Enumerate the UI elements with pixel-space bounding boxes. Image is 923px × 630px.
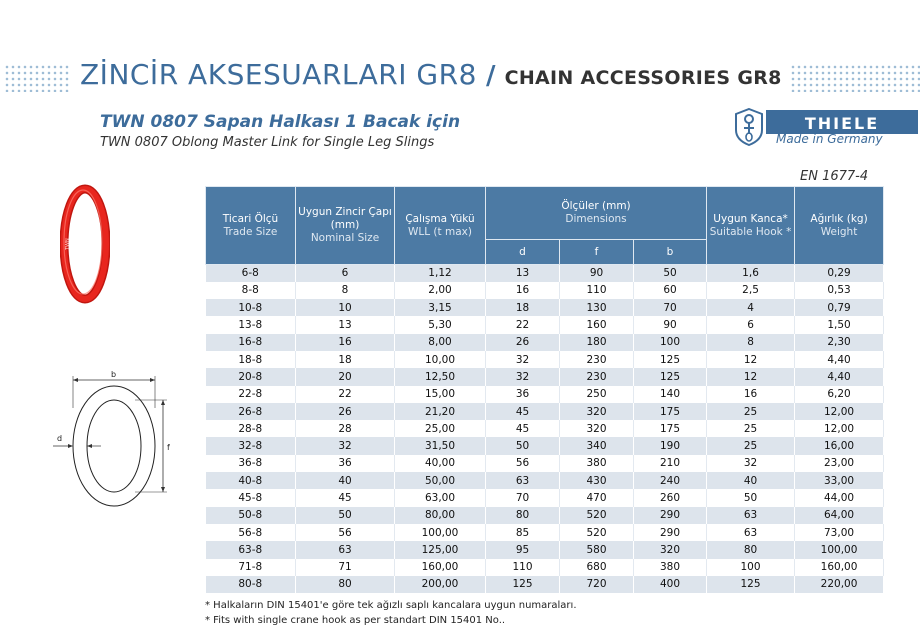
- cell-wll: 21,20: [395, 403, 486, 420]
- cell-trade-size: 20-8: [206, 368, 296, 385]
- cell-d: 32: [486, 368, 560, 385]
- table-row: [206, 316, 884, 333]
- cell-trade-size: 16-8: [206, 334, 296, 351]
- table-row: [206, 334, 884, 351]
- cell-f: 180: [560, 334, 634, 351]
- standard-label: EN 1677-4: [800, 169, 869, 184]
- cell-wll: 5,30: [395, 316, 486, 333]
- cell-d: 95: [486, 541, 560, 558]
- cell-b: 50: [634, 265, 707, 282]
- cell-d: 50: [486, 437, 560, 454]
- cell-nominal-size: 22: [296, 386, 395, 403]
- cell-wll: 12,50: [395, 368, 486, 385]
- cell-nominal-size: 56: [296, 524, 395, 541]
- header-weight-tr: Ağırlık (kg): [810, 212, 868, 225]
- cell-f: 320: [560, 420, 634, 437]
- cell-trade-size: 13-8: [206, 316, 296, 333]
- cell-wll: 3,15: [395, 299, 486, 316]
- dimension-diagram: [45, 368, 190, 508]
- cell-weight: 12,00: [795, 420, 884, 437]
- cell-f: 340: [560, 437, 634, 454]
- header-nominal-size-tr: Uygun Zincir Çapı (mm): [298, 206, 392, 231]
- cell-d: 45: [486, 403, 560, 420]
- table-row: [206, 368, 884, 385]
- cell-d: 36: [486, 386, 560, 403]
- cell-trade-size: 71-8: [206, 559, 296, 576]
- cell-nominal-size: 45: [296, 489, 395, 506]
- cell-f: 720: [560, 576, 634, 593]
- cell-wll: 125,00: [395, 541, 486, 558]
- table-row: [206, 524, 884, 541]
- cell-hook: 125: [707, 576, 795, 593]
- cell-f: 580: [560, 541, 634, 558]
- table-row: [206, 507, 884, 524]
- cell-hook: 63: [707, 507, 795, 524]
- header-nominal-size-en: Nominal Size: [310, 232, 380, 244]
- cell-f: 90: [560, 265, 634, 282]
- header-weight-en: Weight: [820, 225, 858, 238]
- cell-d: 85: [486, 524, 560, 541]
- cell-nominal-size: 71: [296, 559, 395, 576]
- cell-wll: 200,00: [395, 576, 486, 593]
- table-row: [206, 541, 884, 558]
- cell-wll: 160,00: [395, 559, 486, 576]
- cell-hook: 25: [707, 420, 795, 437]
- specification-table: [205, 186, 884, 593]
- footnote-tr: * Halkaların DIN 15401'e göre tek ağızlı saplı kancalara uygun numaraları.: [205, 600, 577, 611]
- cell-trade-size: 18-8: [206, 351, 296, 368]
- cell-f: 130: [560, 299, 634, 316]
- cell-b: 400: [634, 576, 707, 593]
- cell-weight: 1,50: [795, 316, 884, 333]
- table-row: [206, 403, 884, 420]
- dim-d-arrow-left: [68, 444, 73, 448]
- cell-d: 110: [486, 559, 560, 576]
- header-trade-size-en: Trade Size: [223, 225, 278, 238]
- cell-hook: 63: [707, 524, 795, 541]
- cell-wll: 8,00: [395, 334, 486, 351]
- table-row: [206, 437, 884, 454]
- dim-f-arrow-top: [161, 400, 165, 405]
- cell-f: 110: [560, 282, 634, 299]
- cell-weight: 0,79: [795, 299, 884, 316]
- header-nominal-size: [296, 187, 395, 265]
- cell-b: 90: [634, 316, 707, 333]
- cell-trade-size: 26-8: [206, 403, 296, 420]
- cell-wll: 50,00: [395, 472, 486, 489]
- table-row: [206, 265, 884, 282]
- cell-weight: 12,00: [795, 403, 884, 420]
- cell-weight: 4,40: [795, 368, 884, 385]
- dim-f-label: f: [167, 443, 170, 452]
- cell-hook: 16: [707, 386, 795, 403]
- cell-wll: 15,00: [395, 386, 486, 403]
- cell-nominal-size: 26: [296, 403, 395, 420]
- brand-tagline: Made in Germany: [776, 132, 883, 146]
- cell-hook: 2,5: [707, 282, 795, 299]
- header-trade-size-tr: Ticari Ölçü: [222, 212, 279, 225]
- cell-b: 240: [634, 472, 707, 489]
- cell-nominal-size: 28: [296, 420, 395, 437]
- table-row: [206, 576, 884, 593]
- dim-d-label: d: [57, 434, 63, 443]
- cell-wll: 40,00: [395, 455, 486, 472]
- cell-b: 175: [634, 403, 707, 420]
- cell-nominal-size: 40: [296, 472, 395, 489]
- cell-trade-size: 80-8: [206, 576, 296, 593]
- cell-hook: 25: [707, 403, 795, 420]
- cell-nominal-size: 16: [296, 334, 395, 351]
- cell-b: 140: [634, 386, 707, 403]
- cell-b: 290: [634, 524, 707, 541]
- cell-b: 125: [634, 351, 707, 368]
- cell-weight: 100,00: [795, 541, 884, 558]
- dim-b-label: b: [111, 370, 117, 379]
- cell-hook: 25: [707, 437, 795, 454]
- cell-d: 18: [486, 299, 560, 316]
- decorative-dots-left: [4, 64, 70, 92]
- cell-trade-size: 50-8: [206, 507, 296, 524]
- cell-trade-size: 22-8: [206, 386, 296, 403]
- cell-weight: 2,30: [795, 334, 884, 351]
- cell-d: 45: [486, 420, 560, 437]
- cell-b: 175: [634, 420, 707, 437]
- cell-hook: 4: [707, 299, 795, 316]
- cell-d: 26: [486, 334, 560, 351]
- header-d: d: [486, 240, 560, 265]
- cell-d: 22: [486, 316, 560, 333]
- cell-b: 100: [634, 334, 707, 351]
- cell-hook: 100: [707, 559, 795, 576]
- cell-nominal-size: 36: [296, 455, 395, 472]
- cell-b: 125: [634, 368, 707, 385]
- cell-weight: 64,00: [795, 507, 884, 524]
- title-separator: /: [485, 61, 496, 91]
- header-dimensions: [486, 187, 707, 240]
- cell-nominal-size: 8: [296, 282, 395, 299]
- cell-hook: 12: [707, 351, 795, 368]
- cell-hook: 1,6: [707, 265, 795, 282]
- cell-weight: 33,00: [795, 472, 884, 489]
- cell-trade-size: 36-8: [206, 455, 296, 472]
- cell-weight: 23,00: [795, 455, 884, 472]
- cell-d: 56: [486, 455, 560, 472]
- cell-nominal-size: 50: [296, 507, 395, 524]
- ring-outer-outline: [73, 386, 155, 506]
- cell-f: 470: [560, 489, 634, 506]
- table-row: [206, 351, 884, 368]
- cell-d: 63: [486, 472, 560, 489]
- cell-f: 520: [560, 524, 634, 541]
- cell-d: 32: [486, 351, 560, 368]
- dim-b-arrow-right: [150, 378, 155, 382]
- cell-d: 16: [486, 282, 560, 299]
- cell-trade-size: 56-8: [206, 524, 296, 541]
- product-title-tr: TWN 0807 Sapan Halkası 1 Bacak için: [100, 112, 461, 132]
- cell-trade-size: 45-8: [206, 489, 296, 506]
- cell-weight: 6,20: [795, 386, 884, 403]
- cell-trade-size: 32-8: [206, 437, 296, 454]
- cell-b: 260: [634, 489, 707, 506]
- cell-d: 125: [486, 576, 560, 593]
- thiele-emblem-icon: [734, 108, 764, 146]
- cell-f: 520: [560, 507, 634, 524]
- page-title-en: CHAIN ACCESSORIES GR8: [504, 67, 782, 89]
- cell-wll: 80,00: [395, 507, 486, 524]
- header-hook-en: Suitable Hook *: [709, 225, 792, 238]
- cell-nominal-size: 13: [296, 316, 395, 333]
- cell-f: 430: [560, 472, 634, 489]
- cell-hook: 50: [707, 489, 795, 506]
- table-row: [206, 489, 884, 506]
- cell-weight: 44,00: [795, 489, 884, 506]
- cell-f: 230: [560, 351, 634, 368]
- table-row: [206, 299, 884, 316]
- header-weight: [795, 187, 884, 265]
- cell-nominal-size: 80: [296, 576, 395, 593]
- cell-trade-size: 40-8: [206, 472, 296, 489]
- header-b: b: [634, 240, 707, 265]
- cell-b: 190: [634, 437, 707, 454]
- cell-wll: 25,00: [395, 420, 486, 437]
- cell-trade-size: 28-8: [206, 420, 296, 437]
- header-dimensions-en: Dimensions: [565, 213, 627, 225]
- table-row: [206, 282, 884, 299]
- dim-b-arrow-left: [73, 378, 78, 382]
- ring-marking: TWN: [65, 238, 71, 250]
- cell-trade-size: 10-8: [206, 299, 296, 316]
- cell-nominal-size: 10: [296, 299, 395, 316]
- header-hook-tr: Uygun Kanca*: [713, 212, 788, 225]
- cell-b: 380: [634, 559, 707, 576]
- cell-trade-size: 6-8: [206, 265, 296, 282]
- cell-wll: 100,00: [395, 524, 486, 541]
- cell-f: 160: [560, 316, 634, 333]
- brand-name: THIELE: [766, 110, 918, 134]
- cell-f: 320: [560, 403, 634, 420]
- cell-weight: 16,00: [795, 437, 884, 454]
- master-link-photo: [60, 184, 110, 304]
- cell-nominal-size: 18: [296, 351, 395, 368]
- header-wll-en: WLL (t max): [408, 225, 472, 238]
- header-wll: [395, 187, 486, 265]
- decorative-dots-right: [790, 64, 920, 92]
- header-f: f: [560, 240, 634, 265]
- cell-hook: 8: [707, 334, 795, 351]
- cell-b: 320: [634, 541, 707, 558]
- cell-hook: 6: [707, 316, 795, 333]
- dim-f-arrow-bottom: [161, 487, 165, 492]
- cell-wll: 31,50: [395, 437, 486, 454]
- header-hook: [707, 187, 795, 265]
- cell-wll: 1,12: [395, 265, 486, 282]
- cell-trade-size: 8-8: [206, 282, 296, 299]
- cell-b: 210: [634, 455, 707, 472]
- cell-nominal-size: 63: [296, 541, 395, 558]
- cell-f: 680: [560, 559, 634, 576]
- cell-f: 250: [560, 386, 634, 403]
- cell-weight: 160,00: [795, 559, 884, 576]
- header-trade-size: [206, 187, 296, 265]
- cell-weight: 0,53: [795, 282, 884, 299]
- cell-b: 60: [634, 282, 707, 299]
- cell-trade-size: 63-8: [206, 541, 296, 558]
- cell-weight: 73,00: [795, 524, 884, 541]
- table-row: [206, 455, 884, 472]
- cell-weight: 4,40: [795, 351, 884, 368]
- table-row: [206, 559, 884, 576]
- cell-wll: 2,00: [395, 282, 486, 299]
- cell-wll: 10,00: [395, 351, 486, 368]
- page-title-tr: ZİNCİR AKSESUARLARI GR8: [80, 58, 477, 91]
- cell-b: 70: [634, 299, 707, 316]
- cell-b: 290: [634, 507, 707, 524]
- table-row: [206, 420, 884, 437]
- table-row: [206, 472, 884, 489]
- cell-nominal-size: 20: [296, 368, 395, 385]
- cell-wll: 63,00: [395, 489, 486, 506]
- page-title: [80, 58, 782, 91]
- header-dimensions-tr: Ölçüler (mm): [561, 200, 631, 212]
- cell-d: 70: [486, 489, 560, 506]
- cell-nominal-size: 6: [296, 265, 395, 282]
- specification-table-body: [206, 265, 884, 594]
- header-wll-tr: Çalışma Yükü: [405, 212, 475, 225]
- dim-d-arrow-right: [87, 444, 92, 448]
- cell-f: 230: [560, 368, 634, 385]
- cell-weight: 0,29: [795, 265, 884, 282]
- cell-hook: 32: [707, 455, 795, 472]
- table-row: [206, 386, 884, 403]
- cell-weight: 220,00: [795, 576, 884, 593]
- cell-hook: 80: [707, 541, 795, 558]
- cell-hook: 12: [707, 368, 795, 385]
- cell-f: 380: [560, 455, 634, 472]
- cell-d: 13: [486, 265, 560, 282]
- cell-d: 80: [486, 507, 560, 524]
- cell-nominal-size: 32: [296, 437, 395, 454]
- footnote-en: * Fits with single crane hook as per standart DIN 15401 No..: [205, 615, 506, 626]
- product-title-en: TWN 0807 Oblong Master Link for Single Leg Slings: [100, 135, 435, 150]
- cell-hook: 40: [707, 472, 795, 489]
